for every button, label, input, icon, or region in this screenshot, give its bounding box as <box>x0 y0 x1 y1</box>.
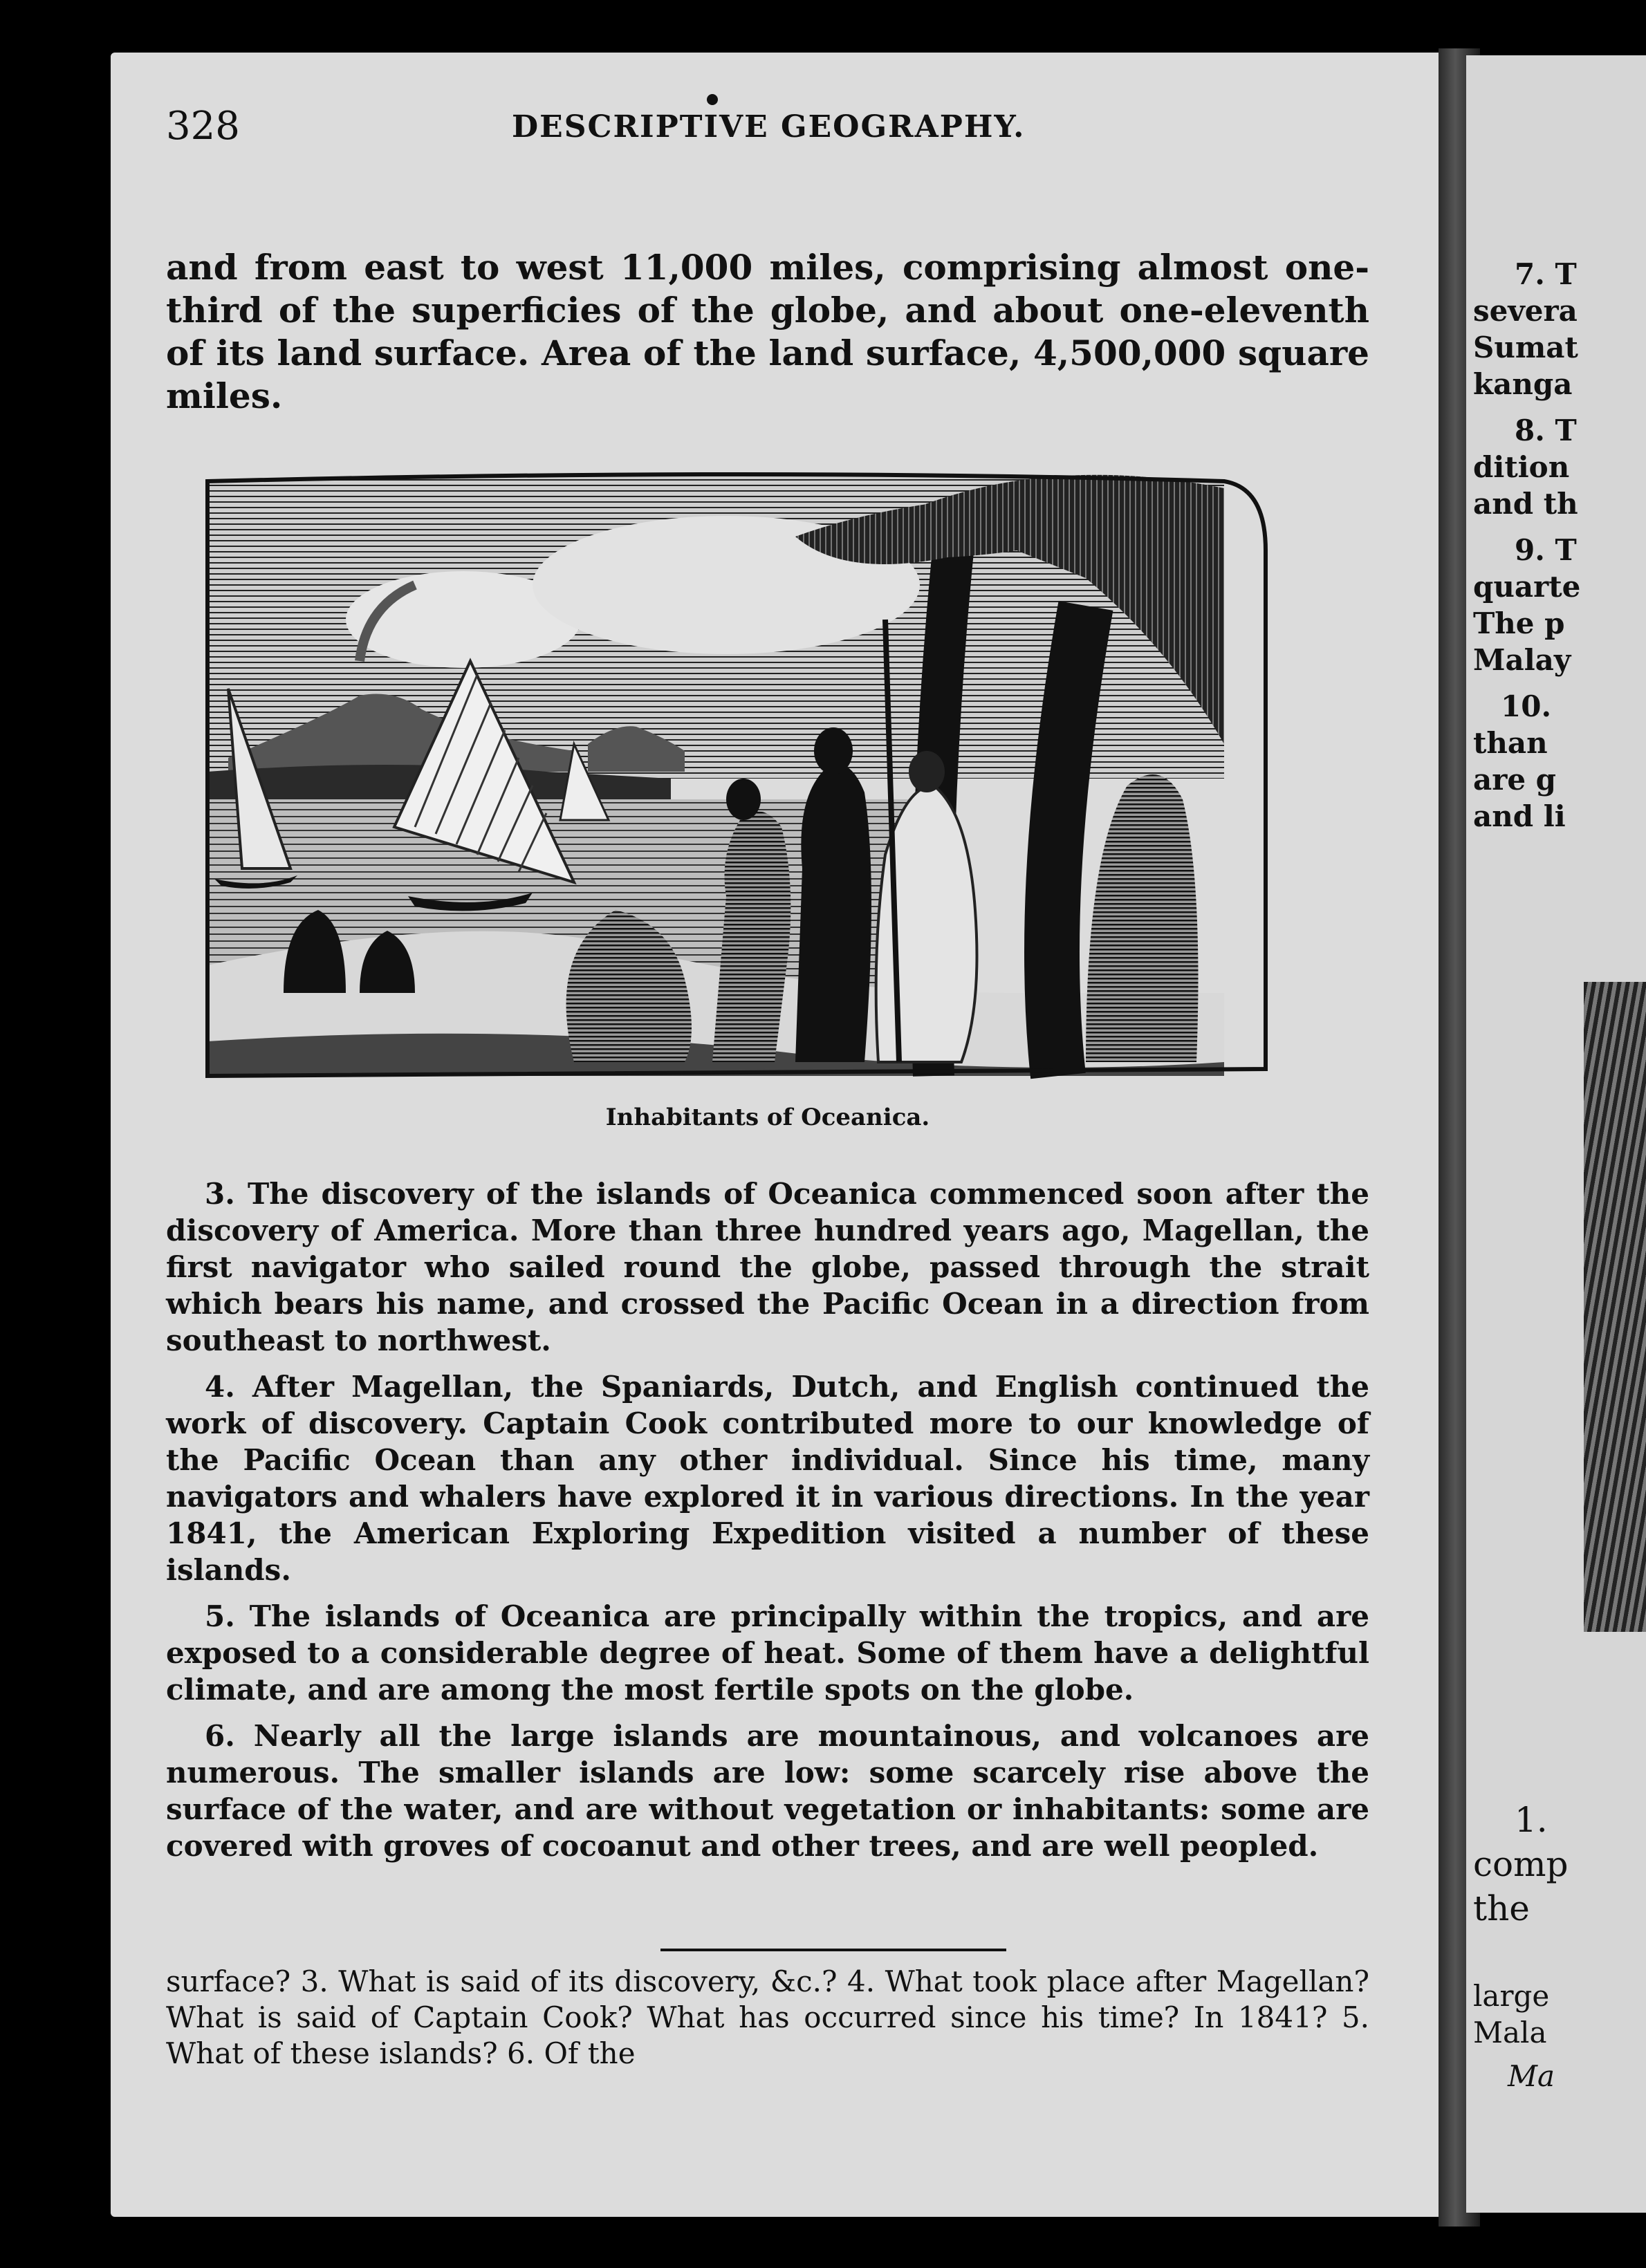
adjacent-line: 1. <box>1515 1800 1548 1840</box>
adjacent-line: large <box>1473 1979 1550 2013</box>
running-head: DESCRIPTIVE GEOGRAPHY. <box>512 109 1026 145</box>
adjacent-page-text-middle <box>1473 1798 1646 1931</box>
adjacent-page-text-bottom <box>1473 1978 1646 2094</box>
adjacent-line: dition <box>1473 450 1570 484</box>
adjacent-line: than <box>1473 726 1548 760</box>
adjacent-line: The p <box>1473 606 1565 640</box>
paragraph-6: 6. Nearly all the large islands are mountainous, and volcanoes are numerous. The smaller islands are low: some scarcely rise above the surface of the water, and are without vegetation or inhabitants: some are covered with groves of cocoanut and other trees, and are well peopled. <box>166 1719 1369 1863</box>
adjacent-line: kanga <box>1473 367 1573 401</box>
engraving-inhabitants-of-oceanica <box>187 467 1342 1090</box>
adjacent-line: 10. <box>1501 689 1552 723</box>
adjacent-line: Ma <box>1508 2059 1555 2093</box>
adjacent-line: and li <box>1473 799 1566 833</box>
adjacent-line: and th <box>1473 487 1578 521</box>
page-header <box>166 104 1369 159</box>
paragraph-4: 4. After Magellan, the Spaniards, Dutch, and English continued the work of discovery. Captain Cook contributed more to our knowledge of the Pacific Ocean than any other individual. Since his time, many navigators and whalers have explored it in various directions. In the year 1841, the American Exploring Expedition visited a number of these islands. <box>166 1370 1369 1587</box>
adjacent-line: severa <box>1473 294 1578 328</box>
adjacent-line: quarte <box>1473 570 1581 604</box>
intro-paragraph: and from east to west 11,000 miles, comprising almost one-third of the superficies of the globe, and about one-eleventh of its land surface. Area of the land surface, 4,500,000 square miles. <box>166 247 1369 416</box>
adjacent-line: Malay <box>1473 643 1571 677</box>
page-number: 328 <box>166 104 240 149</box>
paragraph-5: 5. The islands of Oceanica are principally within the tropics, and are exposed to a considerable degree of heat. Some of them have a delightful climate, and are among the most fertile spots on the globe. <box>166 1599 1369 1707</box>
adjacent-line: the <box>1473 1888 1530 1928</box>
adjacent-line: Sumat <box>1473 331 1578 364</box>
paragraph-3: 3. The discovery of the islands of Oceanica commenced soon after the discovery of America. More than three hundred years ago, Magellan, the first navigator who sailed round the globe, passed through the strait which bears his name, and crossed the Pacific Ocean in a direction from southeast to northwest. <box>166 1177 1369 1357</box>
adjacent-line: 7. T <box>1515 257 1577 291</box>
section-divider <box>660 1949 1006 1951</box>
adjacent-page-text-top <box>1473 256 1646 835</box>
review-questions: surface? 3. What is said of its discovery, &c.? 4. What took place after Magellan? What is said of Captain Cook? What has occurred since his time? In 1841? 5. What of these islands? 6. Of the <box>166 1964 1369 2070</box>
adjacent-page-engraving <box>1584 982 1646 1632</box>
adjacent-line: comp <box>1473 1844 1569 1884</box>
adjacent-line: are g <box>1473 763 1557 797</box>
body-paragraphs <box>166 1175 1369 1874</box>
adjacent-line: 9. T <box>1515 533 1577 567</box>
figure-caption: Inhabitants of Oceanica. <box>605 1104 930 1131</box>
adjacent-line: Mala <box>1473 2016 1547 2049</box>
adjacent-line: 8. T <box>1515 413 1577 447</box>
